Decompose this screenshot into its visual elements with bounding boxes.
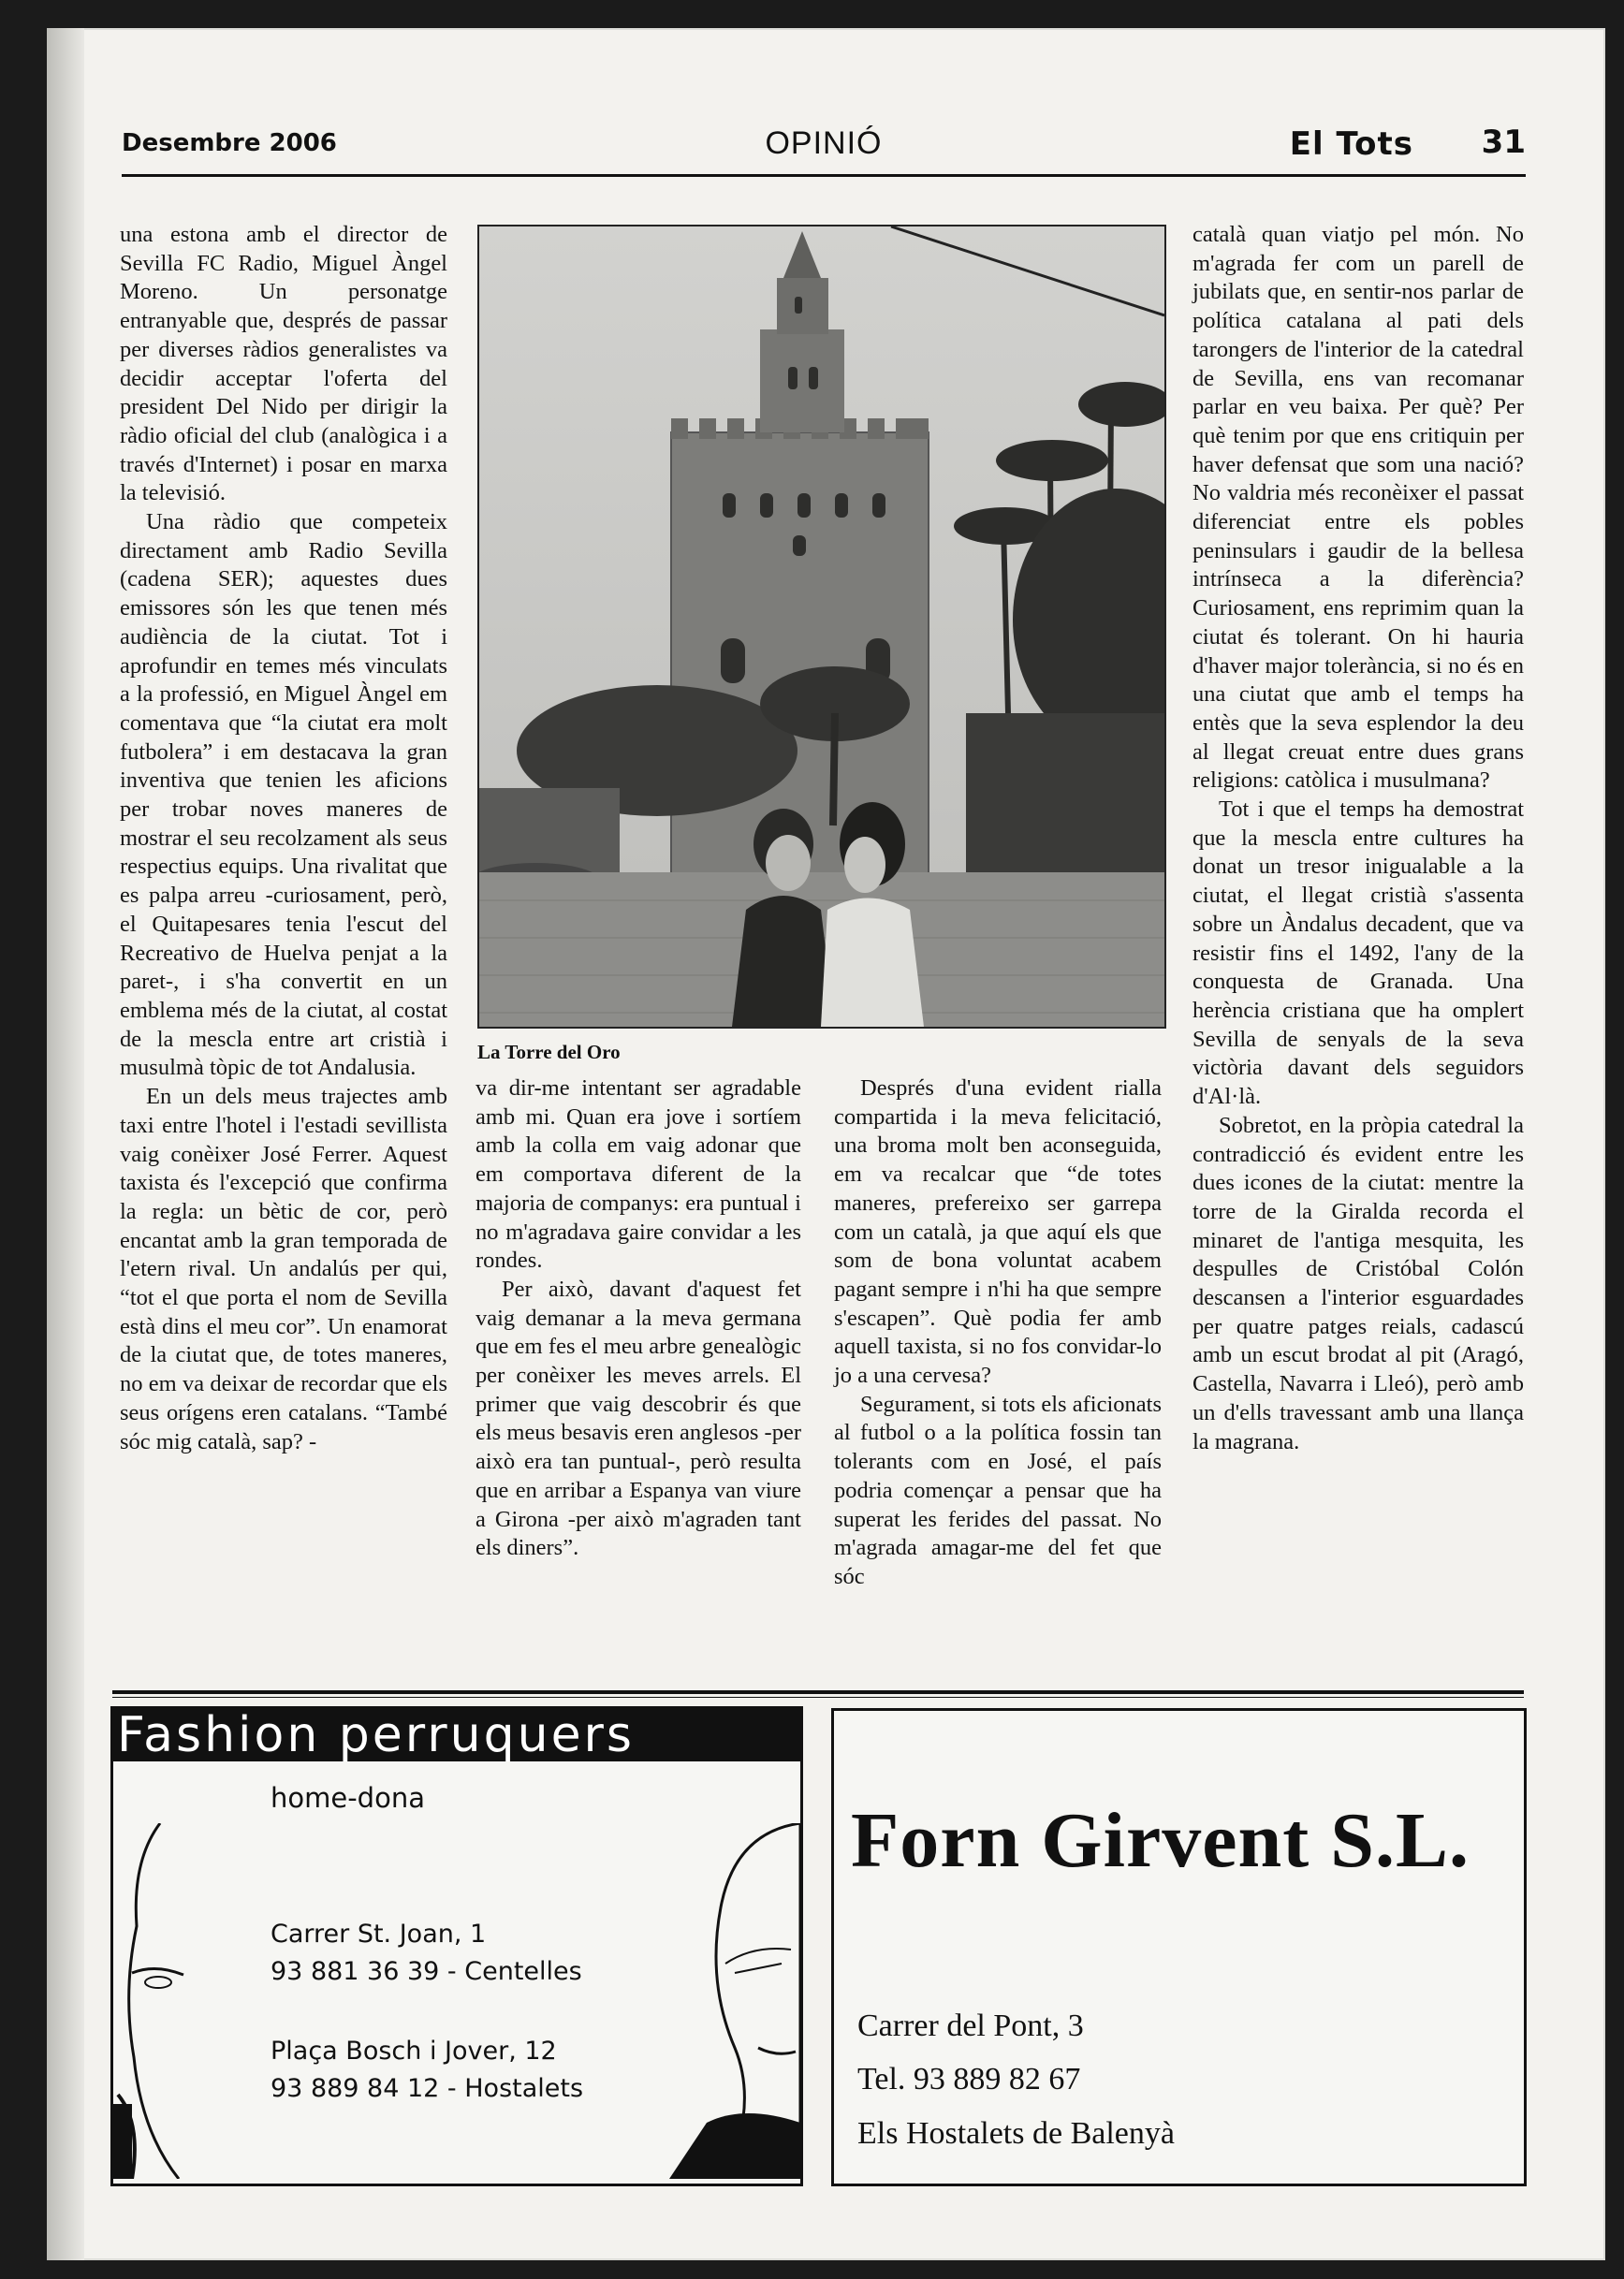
paragraph: Per això, davant d'aquest fet vaig demanar a la meva germana que em fes el meu arbre genealògic per conèixer les meves arrels. El primer que vaig descobrir és que els meus besavis eren anglesos -per això era tan puntual-, però resulta que en arribar a Espanya van viure a Girona -per això m'agraden tant els diners”. — [475, 1276, 801, 1561]
ads-divider-thin — [112, 1697, 1524, 1698]
forn-girvent-ad — [831, 1708, 1527, 2186]
section-title: OPINIÓ — [765, 125, 883, 161]
paragraph: Tot i que el temps ha demostrat que la mescla entre cultures ha donat un tresor inigualable a la ciutat, el llegat cristià s'assenta sobre un Àndalus decadent, que va resistir fins el 1492, l'any de la conquesta de Granada. Una herència cristiana que ha omplert Sevilla de senyals de la seva victòria davant dels seguidors d'Al·là. — [1192, 796, 1524, 1110]
paragraph: Segurament, si tots els aficionats al futbol o a la política fossin tan tolerants com en José, el país podria començar a pensar que ha superat les ferides del passat. No m'agrada amagar-me del fet que sóc — [834, 1391, 1162, 1589]
ad-title: Fashion perruquers — [113, 1709, 800, 1761]
ad-address-2: Plaça Bosch i Jover, 12 — [271, 2037, 557, 2066]
header-rule — [122, 174, 1526, 177]
ad-title: Forn Girvent S.L. — [851, 1797, 1470, 1884]
paragraph: una estona amb el director de Sevilla FC Radio, Miguel Àngel Moreno. Un personatge entranyable que, després de passar per diverses ràdios generalistes va decidir acceptar l'oferta del president Del Nido per dirigir la ràdio oficial del club (analògica i a través d'Internet) i posar en marxa la televisió. — [120, 222, 447, 506]
magazine-name: El Tots — [1289, 125, 1413, 163]
ad-phone-1: 93 881 36 39 - Centelles — [271, 1957, 582, 1986]
face-right-icon — [669, 1823, 800, 2179]
article-column-1 — [120, 221, 447, 1456]
face-left-icon — [113, 1823, 216, 2179]
ad-address: Carrer del Pont, 3 — [857, 2009, 1084, 2043]
photo-caption: La Torre del Oro — [477, 1041, 621, 1063]
torre-del-oro-photo — [477, 225, 1166, 1029]
paragraph: Sobretot, en la pròpia catedral la contradicció és evident entre les dues icones de la ciutat: mentre la torre de la Giralda recorda el minaret de l'antiga mesquita, les despulles de Cristóbal Colón descansen a l'interior esguardades per quatre patges reials, cadascú amb un escut brodat al pit (Aragó, Castella, Navarra i Lleó), però amb un d'ells travessant amb una llança la magrana. — [1192, 1112, 1524, 1454]
paragraph: va dir-me intentant ser agradable amb mi. Quan era jove i sortíem amb la colla em vaig adonar que em comportava diferent de la majoria de companys: era puntual i no m'agradava gaire convidar a les rondes. — [475, 1075, 801, 1274]
ad-subtitle: home-dona — [271, 1782, 425, 1814]
ad-phone-2: 93 889 84 12 - Hostalets — [271, 2074, 584, 2103]
paragraph: En un dels meus trajectes amb taxi entre l'hotel i l'estadi sevillista vaig conèixer José Ferrer. Aquest taxista és l'excepció que confirma la regla: un bètic de cor, però encantat amb la gran temporada de l'etern rival. Un andalús per qui, “tot el que porta el nom de Sevilla està dins el meu cor”. Un enamorat de la ciutat que, de totes maneres, no em va deixar de recordar que els seus orígens eren catalans. “També sóc mig català, sap? - — [120, 1084, 447, 1454]
page-gutter — [47, 28, 84, 2260]
article-column-3 — [834, 1074, 1162, 1592]
issue-date: Desembre 2006 — [122, 129, 337, 157]
ad-phone: Tel. 93 889 82 67 — [857, 2062, 1081, 2096]
paragraph: Una ràdio que competeix directament amb Radio Sevilla (cadena SER); aquestes dues emissores són les que tenen més audiència de la ciutat. Tot i aprofundir en temes més vinculats a la professió, en Miguel Àngel em comentava que “la ciutat era molt futbolera” i em destacava la gran inventiva que tenien les aficions per trobar noves maneres de mostrar el seu recolzament als seus respectius equips. Una rivalitat que es palpa arreu -curiosament, però, el Quitapesares tenia l'escut del Recreativo de Huelva penjat a la paret-, i s'ha convertit en un emblema més de la ciutat, al costat de la mescla entre art cristià i musulmà tòpic de tot Andalusia. — [120, 509, 447, 1081]
page-number: 31 — [1481, 124, 1526, 161]
page-header — [122, 103, 1526, 163]
article-column-4 — [1192, 221, 1524, 1456]
paragraph: Després d'una evident rialla compartida i la meva felicitació, una broma molt ben aconseguida, em va recalcar que “de totes maneres, prefereixo ser garrepa com un català, ja que aquí els que som de bona voluntat acabem pagant sempre i n'hi ha que sempre s'escapen”. Què podia fer amb aquell taxista, si no fos convidar-lo jo a una cervesa? — [834, 1075, 1162, 1389]
photo-illustration — [479, 226, 1164, 1027]
paragraph: català quan viatjo pel món. No m'agrada fer com un parell de jubilats que, en sentir-nos parlar de política catalana al pati dels tarongers de l'interior de la catedral de Sevilla, ens van recomanar parlar en veu baixa. Per què? Per què tenim por que ens critiquin per haver defensat que som una nació? No valdria més reconèixer el passat diferenciat entre els pobles peninsulars i gaudir de la bellesa intrínseca a la diferència? Curiosament, ens reprimim quan la ciutat és tolerant. On hi hauria d'haver major tolerància, si no és en una ciutat que amb el temps ha entès que la seva esplendor la deu al llegat creuat entre dues grans religions: catòlica i musulmana? — [1192, 222, 1524, 794]
ads-divider — [112, 1690, 1524, 1694]
fashion-perruquers-ad — [110, 1706, 803, 2186]
ad-address-1: Carrer St. Joan, 1 — [271, 1920, 487, 1949]
article-column-2 — [475, 1074, 801, 1563]
ad-town: Els Hostalets de Balenyà — [857, 2116, 1175, 2151]
